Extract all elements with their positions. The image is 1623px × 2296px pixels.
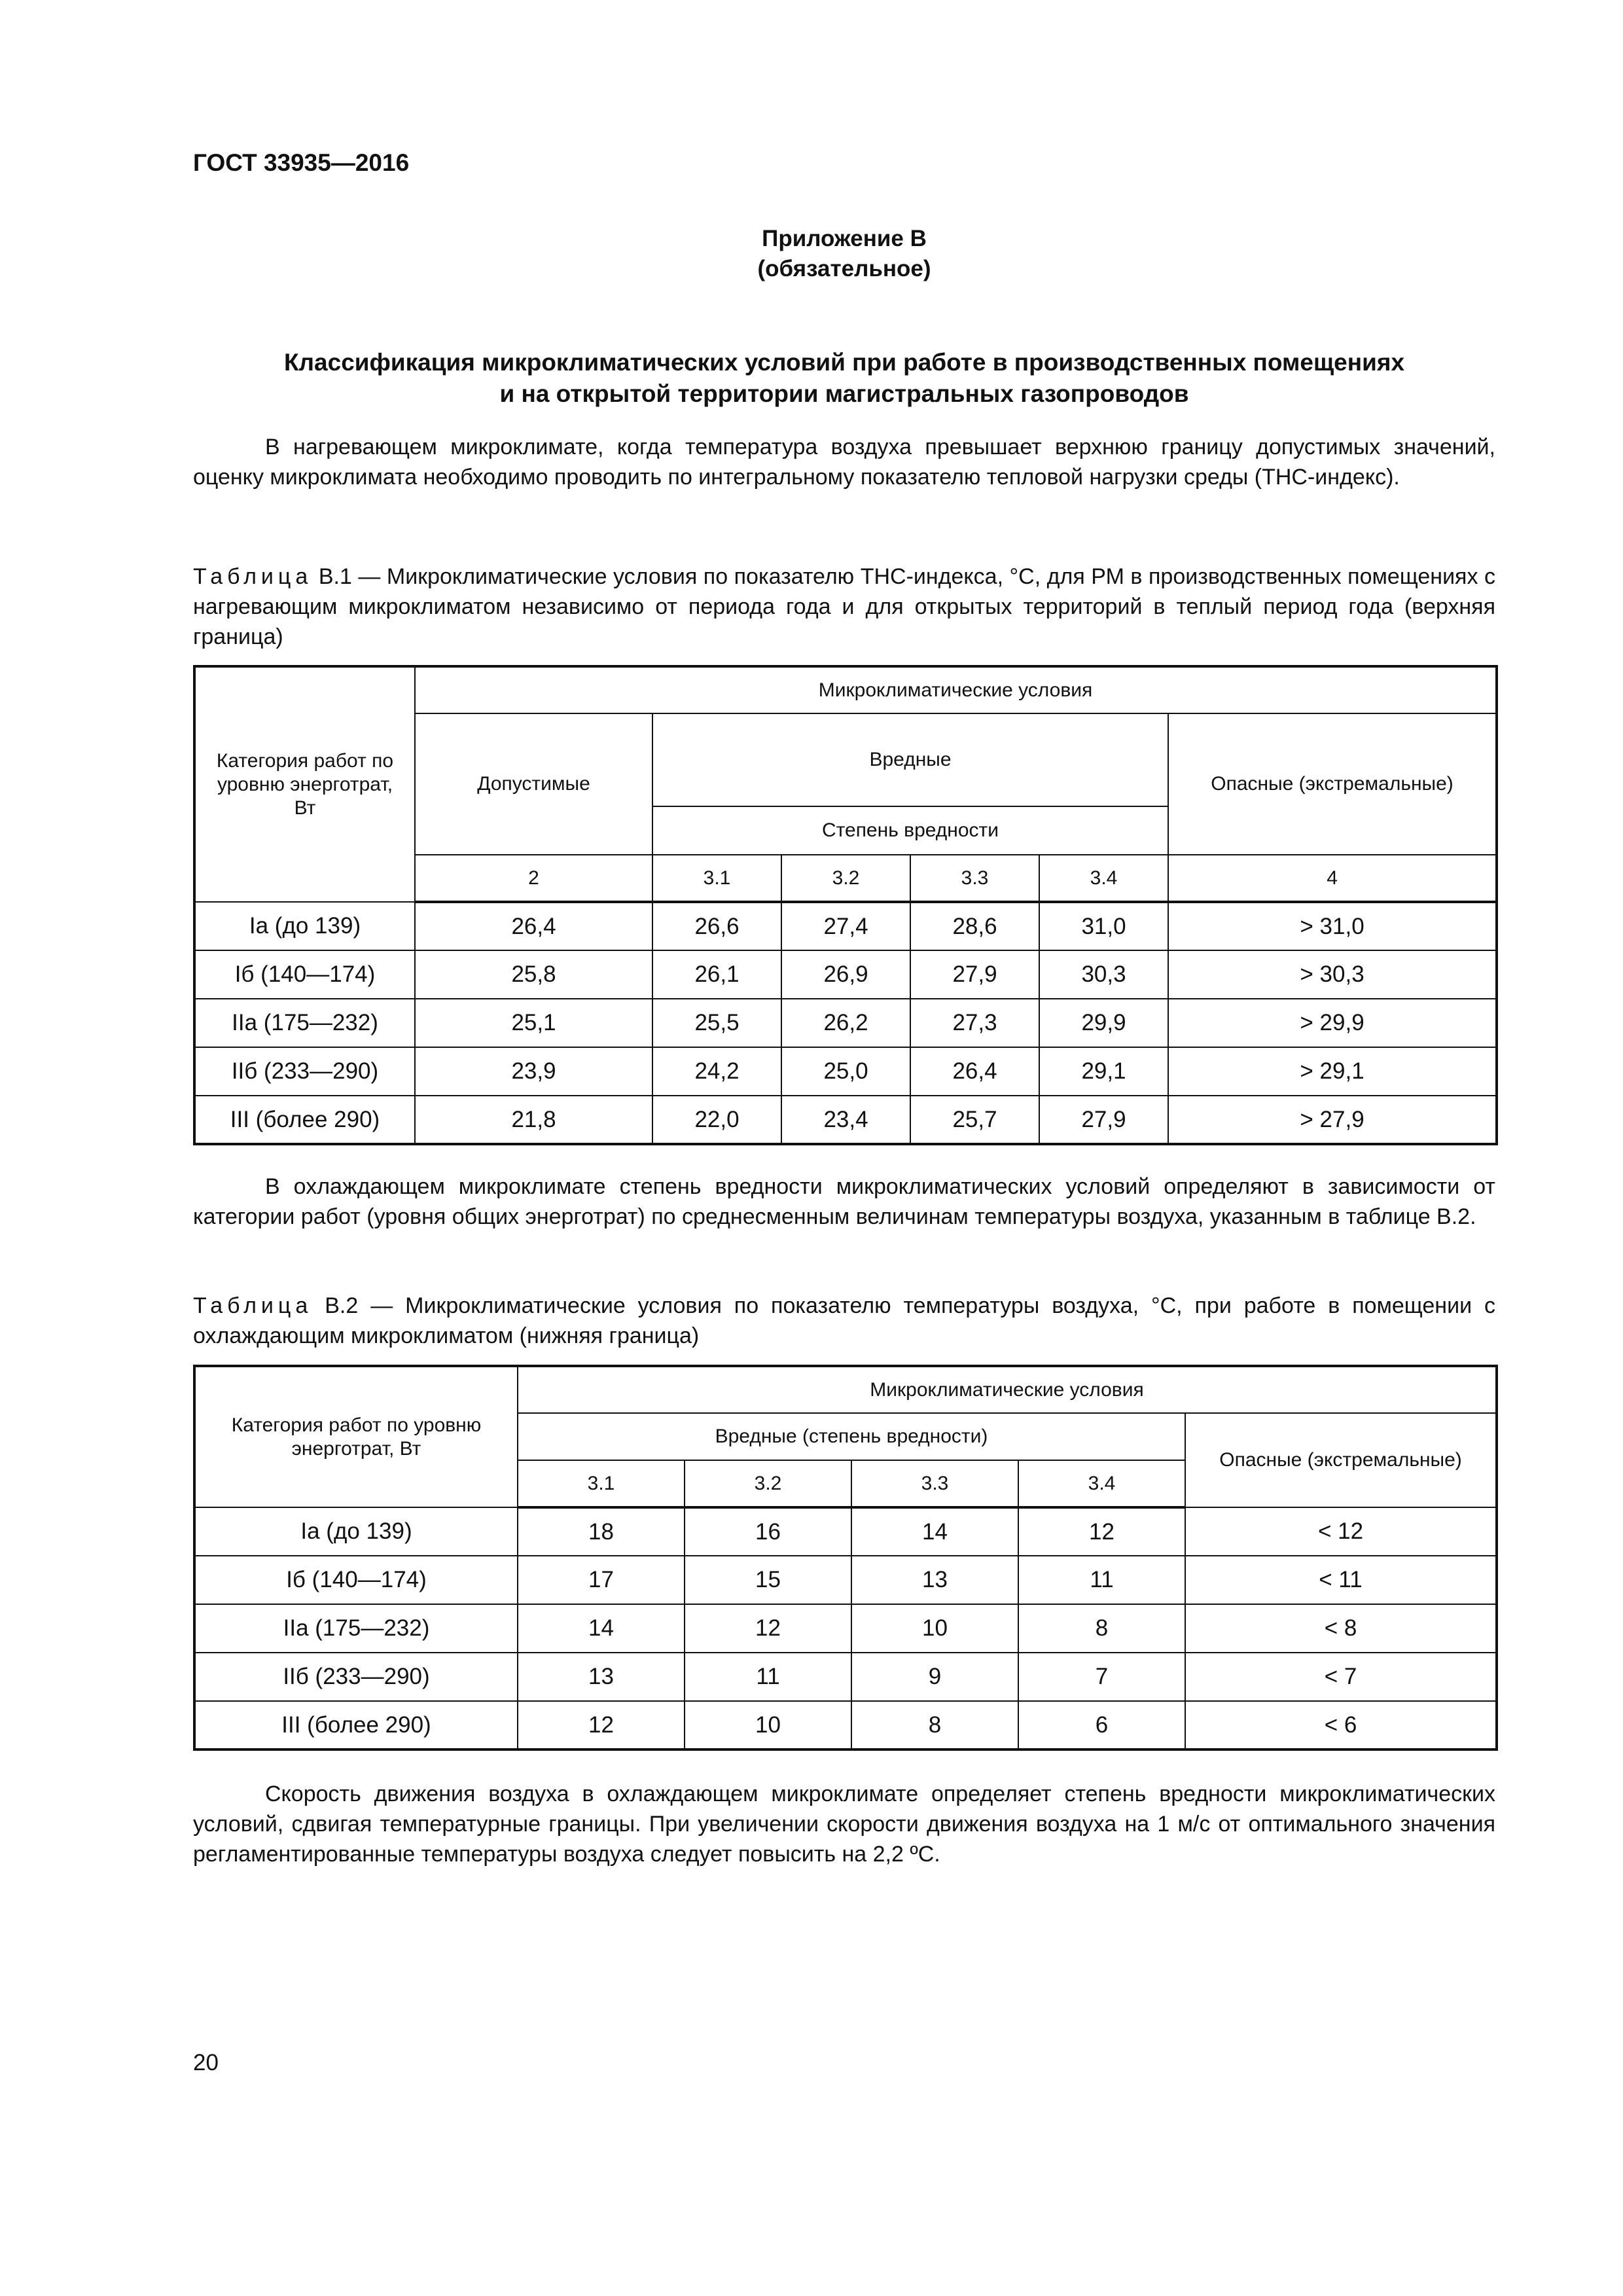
table2-header-conditions: Микроклиматические условия bbox=[518, 1366, 1497, 1413]
appendix-title: Приложение В bbox=[762, 226, 927, 251]
section-title bbox=[193, 347, 1495, 410]
table2-caption bbox=[193, 1291, 1495, 1351]
table1-cell-3-2: 27,4 bbox=[781, 902, 910, 950]
table1-cell-permissible: 25,8 bbox=[415, 950, 652, 999]
table2-col-3-2: 3.2 bbox=[685, 1460, 851, 1507]
table2-cell-dangerous: < 12 bbox=[1185, 1507, 1497, 1556]
table2-cell-dangerous: < 7 bbox=[1185, 1653, 1497, 1701]
table2-cell-3-2: 10 bbox=[685, 1701, 851, 1749]
table2-header-category: Категория работ по уровню энерготрат, Вт bbox=[194, 1366, 518, 1507]
table1-cell-category: Iа (до 139) bbox=[194, 902, 415, 950]
table-row bbox=[194, 1653, 1497, 1701]
table1-cell-3-4: 27,9 bbox=[1039, 1096, 1168, 1144]
paragraph-heating: В нагревающем микроклимате, когда температура воздуха превышает верхнюю границу допустимых значений, оценку микроклимата необходимо проводить по интегральному показателю тепловой нагрузки среды (ТНС-индекс). bbox=[193, 435, 1495, 490]
table2 bbox=[193, 1365, 1498, 1751]
table1-cell-3-4: 29,1 bbox=[1039, 1047, 1168, 1096]
table1-header-harmful: Вредные bbox=[652, 713, 1168, 806]
table2-cell-3-2: 15 bbox=[685, 1556, 851, 1604]
table1-col-3-2: 3.2 bbox=[781, 855, 910, 902]
table1-col-dangerous: 4 bbox=[1168, 855, 1497, 902]
table1 bbox=[193, 665, 1498, 1145]
table1-cell-3-4: 29,9 bbox=[1039, 999, 1168, 1047]
table2-col-3-4: 3.4 bbox=[1018, 1460, 1185, 1507]
table2-col-3-3: 3.3 bbox=[851, 1460, 1018, 1507]
table1-cell-category: IIб (233—290) bbox=[194, 1047, 415, 1096]
section-title-line2: и на открытой территории магистральных газопроводов bbox=[499, 380, 1189, 407]
table1-cell-category: III (более 290) bbox=[194, 1096, 415, 1144]
table2-cell-category: IIа (175—232) bbox=[194, 1604, 518, 1653]
table1-cell-category: IIа (175—232) bbox=[194, 999, 415, 1047]
table2-header-dangerous: Опасные (экстремальные) bbox=[1185, 1413, 1497, 1507]
table2-caption-text: В.2 — Микроклиматические условия по показателю температуры воздуха, °С, при работе в помещении с охлаждающим микроклиматом (нижняя граница) bbox=[193, 1293, 1495, 1348]
table1-cell-dangerous: > 31,0 bbox=[1168, 902, 1497, 950]
table2-cell-3-3: 10 bbox=[851, 1604, 1018, 1653]
table2-cell-3-3: 14 bbox=[851, 1507, 1018, 1556]
paragraph-air-speed: Скорость движения воздуха в охлаждающем микроклимате определяет степень вредности микроклиматических условий, сдвигая температурные границы. При увеличении скорости движения воздуха на 1 м/с от оптимального значения регламентированные температуры воздуха следует повысить на 2,2 ºС. bbox=[193, 1782, 1495, 1867]
table1-cell-3-3: 26,4 bbox=[910, 1047, 1039, 1096]
table1-col-3-3: 3.3 bbox=[910, 855, 1039, 902]
table2-header-harmful-degree: Вредные (степень вредности) bbox=[518, 1413, 1185, 1460]
table1-cell-3-2: 25,0 bbox=[781, 1047, 910, 1096]
table-row bbox=[194, 1556, 1497, 1604]
table2-cell-3-3: 8 bbox=[851, 1701, 1018, 1749]
table1-cell-3-1: 26,6 bbox=[652, 902, 781, 950]
table2-cell-3-1: 14 bbox=[518, 1604, 685, 1653]
table1-cell-permissible: 23,9 bbox=[415, 1047, 652, 1096]
appendix-heading bbox=[193, 224, 1495, 284]
table1-cell-3-3: 27,3 bbox=[910, 999, 1039, 1047]
table2-cell-category: Iб (140—174) bbox=[194, 1556, 518, 1604]
table1-cell-permissible: 26,4 bbox=[415, 902, 652, 950]
table-row bbox=[194, 1047, 1497, 1096]
table1-cell-3-3: 27,9 bbox=[910, 950, 1039, 999]
table2-cell-3-4: 12 bbox=[1018, 1507, 1185, 1556]
table2-cell-dangerous: < 6 bbox=[1185, 1701, 1497, 1749]
table1-cell-3-4: 30,3 bbox=[1039, 950, 1168, 999]
table2-cell-3-2: 16 bbox=[685, 1507, 851, 1556]
table1-col-permissible: 2 bbox=[415, 855, 652, 902]
table1-header-conditions: Микроклиматические условия bbox=[415, 666, 1497, 713]
table-row bbox=[194, 1701, 1497, 1749]
table1-cell-3-2: 23,4 bbox=[781, 1096, 910, 1144]
table1-caption bbox=[193, 562, 1495, 652]
table2-cell-3-1: 13 bbox=[518, 1653, 685, 1701]
table1-cell-3-2: 26,9 bbox=[781, 950, 910, 999]
table-row bbox=[194, 1507, 1497, 1556]
table2-cell-3-2: 12 bbox=[685, 1604, 851, 1653]
table2-cell-category: IIб (233—290) bbox=[194, 1653, 518, 1701]
table1-cell-3-1: 25,5 bbox=[652, 999, 781, 1047]
paragraph-cooling: В охлаждающем микроклимате степень вредности микроклиматических условий определяют в зависимости от категории работ (уровня общих энерготрат) по среднесменным величинам температуры воздуха, указанным в таблице В.2. bbox=[193, 1174, 1495, 1229]
table-row bbox=[194, 950, 1497, 999]
table1-cell-dangerous: > 30,3 bbox=[1168, 950, 1497, 999]
table-row bbox=[194, 1604, 1497, 1653]
table2-cell-3-2: 11 bbox=[685, 1653, 851, 1701]
table1-cell-3-1: 22,0 bbox=[652, 1096, 781, 1144]
table2-cell-category: III (более 290) bbox=[194, 1701, 518, 1749]
table2-cell-3-4: 8 bbox=[1018, 1604, 1185, 1653]
table1-caption-label: Таблица bbox=[193, 564, 313, 589]
table1-cell-3-1: 24,2 bbox=[652, 1047, 781, 1096]
table1-header-degree: Степень вредности bbox=[652, 806, 1168, 855]
table2-cell-3-1: 18 bbox=[518, 1507, 685, 1556]
table-row bbox=[194, 1096, 1497, 1144]
table1-caption-text: В.1 — Микроклиматические условия по показателю ТНС-индекса, °С, для РМ в производственных помещениях с нагревающим микроклиматом независимо от периода года и для открытых территорий в теплый период года (верхняя граница) bbox=[193, 564, 1495, 649]
section-title-line1: Классификация микроклиматических условий при работе в производственных помещениях bbox=[283, 349, 1405, 376]
table2-cell-dangerous: < 11 bbox=[1185, 1556, 1497, 1604]
page-number: 20 bbox=[193, 2050, 219, 2075]
table1-cell-dangerous: > 29,1 bbox=[1168, 1047, 1497, 1096]
table1-cell-3-1: 26,1 bbox=[652, 950, 781, 999]
table1-col-3-4: 3.4 bbox=[1039, 855, 1168, 902]
table2-cell-3-3: 9 bbox=[851, 1653, 1018, 1701]
table1-cell-dangerous: > 27,9 bbox=[1168, 1096, 1497, 1144]
table1-cell-permissible: 25,1 bbox=[415, 999, 652, 1047]
table-row bbox=[194, 902, 1497, 950]
table1-cell-3-4: 31,0 bbox=[1039, 902, 1168, 950]
table2-cell-3-1: 17 bbox=[518, 1556, 685, 1604]
table2-cell-category: Iа (до 139) bbox=[194, 1507, 518, 1556]
table-row bbox=[194, 999, 1497, 1047]
standard-code: ГОСТ 33935—2016 bbox=[193, 149, 410, 176]
table1-col-3-1: 3.1 bbox=[652, 855, 781, 902]
table1-cell-dangerous: > 29,9 bbox=[1168, 999, 1497, 1047]
table2-cell-3-1: 12 bbox=[518, 1701, 685, 1749]
table2-cell-dangerous: < 8 bbox=[1185, 1604, 1497, 1653]
table1-header-category: Категория работ по уровню энерготрат, Вт bbox=[194, 666, 415, 902]
table1-cell-3-3: 28,6 bbox=[910, 902, 1039, 950]
table2-cell-3-4: 7 bbox=[1018, 1653, 1185, 1701]
table2-cell-3-4: 11 bbox=[1018, 1556, 1185, 1604]
table2-caption-label: Таблица bbox=[193, 1293, 313, 1318]
table2-cell-3-4: 6 bbox=[1018, 1701, 1185, 1749]
appendix-status: (обязательное) bbox=[757, 256, 931, 281]
table1-cell-permissible: 21,8 bbox=[415, 1096, 652, 1144]
table1-cell-3-3: 25,7 bbox=[910, 1096, 1039, 1144]
table2-col-3-1: 3.1 bbox=[518, 1460, 685, 1507]
table1-header-dangerous: Опасные (экстремальные) bbox=[1168, 713, 1497, 855]
table2-cell-3-3: 13 bbox=[851, 1556, 1018, 1604]
table1-cell-category: Iб (140—174) bbox=[194, 950, 415, 999]
table1-cell-3-2: 26,2 bbox=[781, 999, 910, 1047]
table1-header-permissible: Допустимые bbox=[415, 713, 652, 855]
